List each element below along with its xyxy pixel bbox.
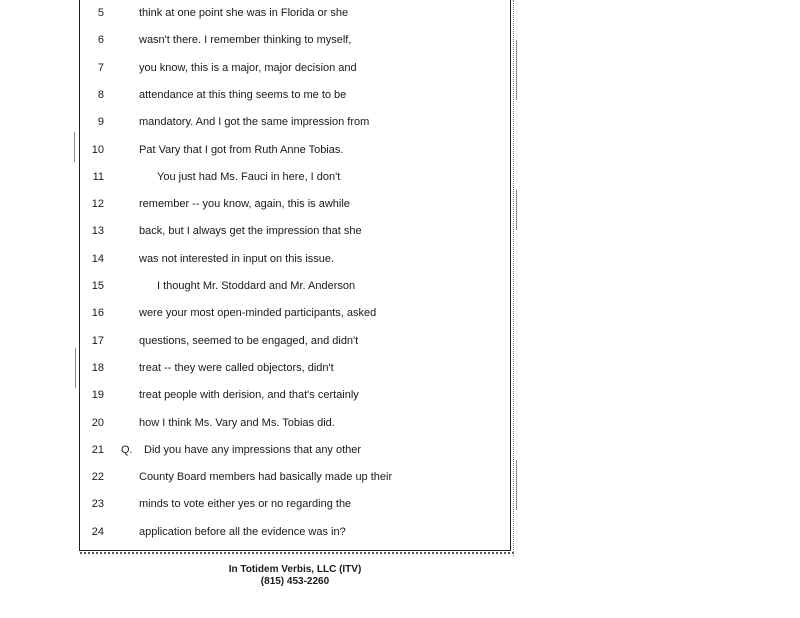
line-number: 9 — [97, 116, 104, 129]
line-number: 15 — [91, 280, 104, 292]
line-number: 22 — [91, 471, 104, 484]
transcript-line — [80, 164, 510, 191]
scan-artifact — [516, 460, 517, 510]
page-bottom-edge — [80, 549, 514, 554]
transcript-line — [80, 246, 510, 273]
line-text: were your most open-minded participants, asked — [139, 307, 377, 320]
transcript-line — [80, 328, 510, 355]
line-text: wasn't there. I remember thinking to myself, — [139, 34, 352, 47]
line-text: County Board members had basically made up their — [139, 471, 393, 484]
line-text: was not interested in input on this issue. — [139, 252, 335, 265]
line-number: 7 — [97, 61, 104, 74]
line-text: Pat Vary that I got from Ruth Anne Tobias. — [139, 143, 344, 156]
line-text: remember -- you know, again, this is awhile — [139, 198, 350, 211]
transcript-line — [80, 464, 510, 491]
transcript-page — [79, 0, 511, 551]
line-number: 17 — [91, 334, 104, 347]
line-text: I thought Mr. Stoddard and Mr. Anderson — [157, 280, 356, 292]
line-number: 11 — [92, 170, 104, 183]
transcript-line — [80, 410, 510, 437]
line-number: 10 — [91, 143, 104, 156]
line-number: 21 — [91, 443, 104, 456]
line-text: Did you have any impressions that any other — [144, 443, 362, 456]
transcript-line — [80, 0, 510, 27]
transcript-line — [80, 355, 510, 382]
transcript-line — [80, 82, 510, 109]
transcript-line — [80, 437, 510, 464]
line-number: 8 — [97, 88, 104, 101]
line-number: 23 — [91, 498, 104, 511]
transcript-line — [80, 273, 510, 300]
line-text: mandatory. And I got the same impression from — [139, 116, 370, 129]
scan-artifact — [75, 348, 76, 388]
transcript-line — [80, 109, 510, 136]
line-text: back, but I always get the impression that she — [139, 225, 362, 238]
transcript-line — [80, 519, 510, 546]
transcript-line — [80, 218, 510, 245]
line-text: think at one point she was in Florida or she — [139, 7, 349, 19]
transcript-line — [80, 382, 510, 409]
transcript-line — [80, 491, 510, 518]
line-number: 5 — [97, 7, 104, 19]
line-text: how I think Ms. Vary and Ms. Tobias did. — [139, 416, 335, 429]
line-text: you know, this is a major, major decision and — [139, 61, 357, 74]
line-number: 20 — [91, 416, 104, 429]
line-text: You just had Ms. Fauci in here, I don't — [157, 170, 341, 183]
line-text: application before all the evidence was in? — [139, 525, 346, 538]
footer-company: In Totidem Verbis, LLC (ITV) — [228, 564, 362, 575]
line-text: treat -- they were called objectors, didn't — [139, 361, 334, 374]
scan-artifact — [516, 190, 517, 230]
scan-artifact — [74, 132, 75, 162]
line-number: 19 — [91, 389, 104, 402]
line-number: 6 — [97, 34, 104, 47]
footer-phone: (815) 453-2260 — [260, 576, 330, 587]
line-number: 14 — [91, 252, 104, 265]
transcript-line — [80, 27, 510, 54]
transcript-line — [80, 137, 510, 164]
line-number: 12 — [91, 198, 104, 211]
transcript-line — [80, 191, 510, 218]
scan-artifact — [516, 40, 517, 100]
line-text: treat people with derision, and that's certainly — [139, 389, 359, 402]
transcript-line — [80, 300, 510, 327]
line-number: 18 — [91, 361, 104, 374]
line-text: questions, seemed to be engaged, and didn't — [139, 334, 359, 347]
question-marker: Q. — [121, 443, 133, 456]
line-number: 13 — [91, 225, 104, 238]
line-number: 24 — [91, 525, 104, 538]
line-text: minds to vote either yes or no regarding the — [139, 498, 352, 511]
transcript-line — [80, 55, 510, 82]
line-text: attendance at this thing seems to me to be — [139, 88, 347, 101]
line-number: 16 — [91, 307, 104, 320]
